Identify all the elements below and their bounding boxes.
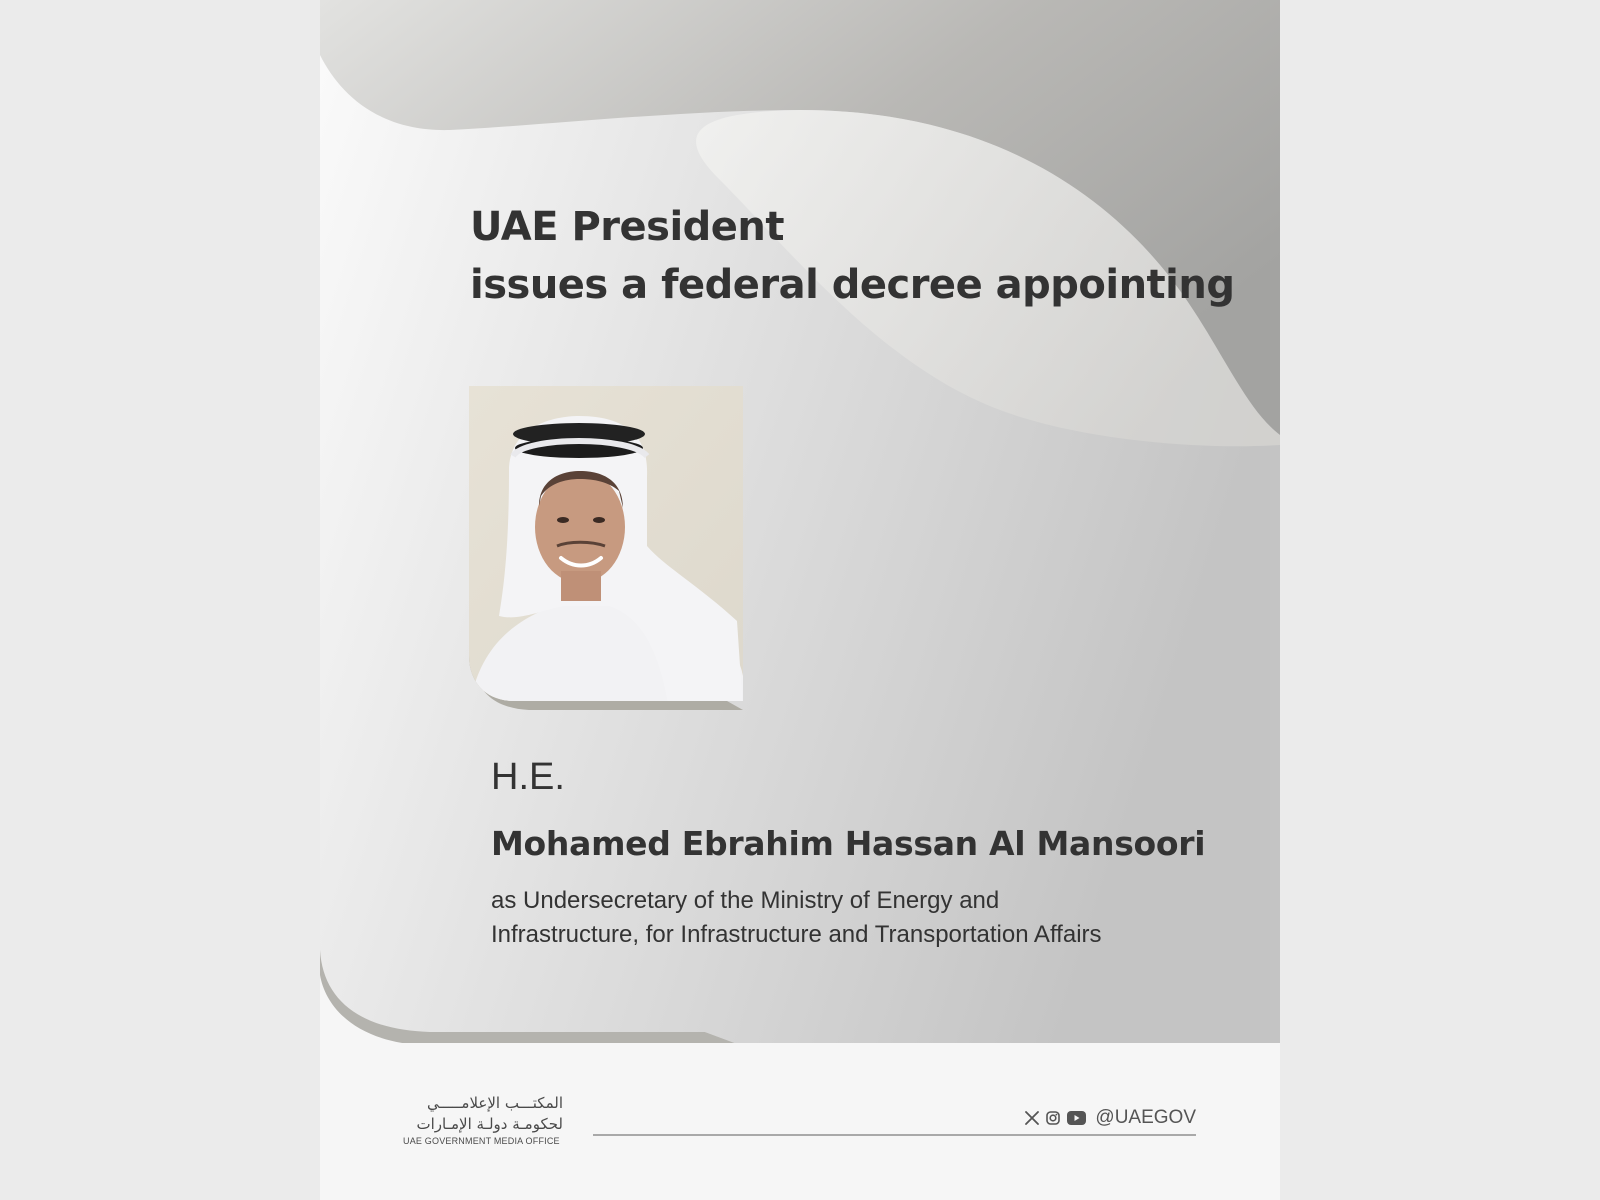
- logo-arabic-line-1: المكتـــب الإعلامـــــي: [426, 1094, 563, 1112]
- role-line-2: Infrastructure, for Infrastructure and Transportation Affairs: [491, 921, 1102, 948]
- logo-arabic-line-2: لحكومـة دولـة الإمـارات: [416, 1115, 563, 1133]
- headline-line-1: UAE President: [470, 204, 785, 250]
- instagram-icon[interactable]: [1046, 1111, 1060, 1125]
- appointee-name: Mohamed Ebrahim Hassan Al Mansoori: [491, 824, 1206, 863]
- headline: [470, 198, 1234, 314]
- social-links: [1025, 1107, 1196, 1129]
- x-icon[interactable]: [1025, 1111, 1039, 1125]
- role-line-1: as Undersecretary of the Ministry of Energy and: [491, 887, 1000, 914]
- youtube-icon[interactable]: [1067, 1111, 1086, 1125]
- headline-line-2: issues a federal decree appointing: [470, 262, 1235, 308]
- logo-english: UAE GOVERNMENT MEDIA OFFICE: [403, 1136, 560, 1146]
- media-office-logo: [403, 1093, 563, 1146]
- footer-divider: [593, 1134, 1196, 1136]
- announcement-card: [320, 0, 1280, 1200]
- social-handle[interactable]: @UAEGOV: [1095, 1107, 1196, 1128]
- portrait-photo: [469, 386, 743, 710]
- appointee-role: [491, 884, 1191, 952]
- honorific: H.E.: [491, 756, 565, 798]
